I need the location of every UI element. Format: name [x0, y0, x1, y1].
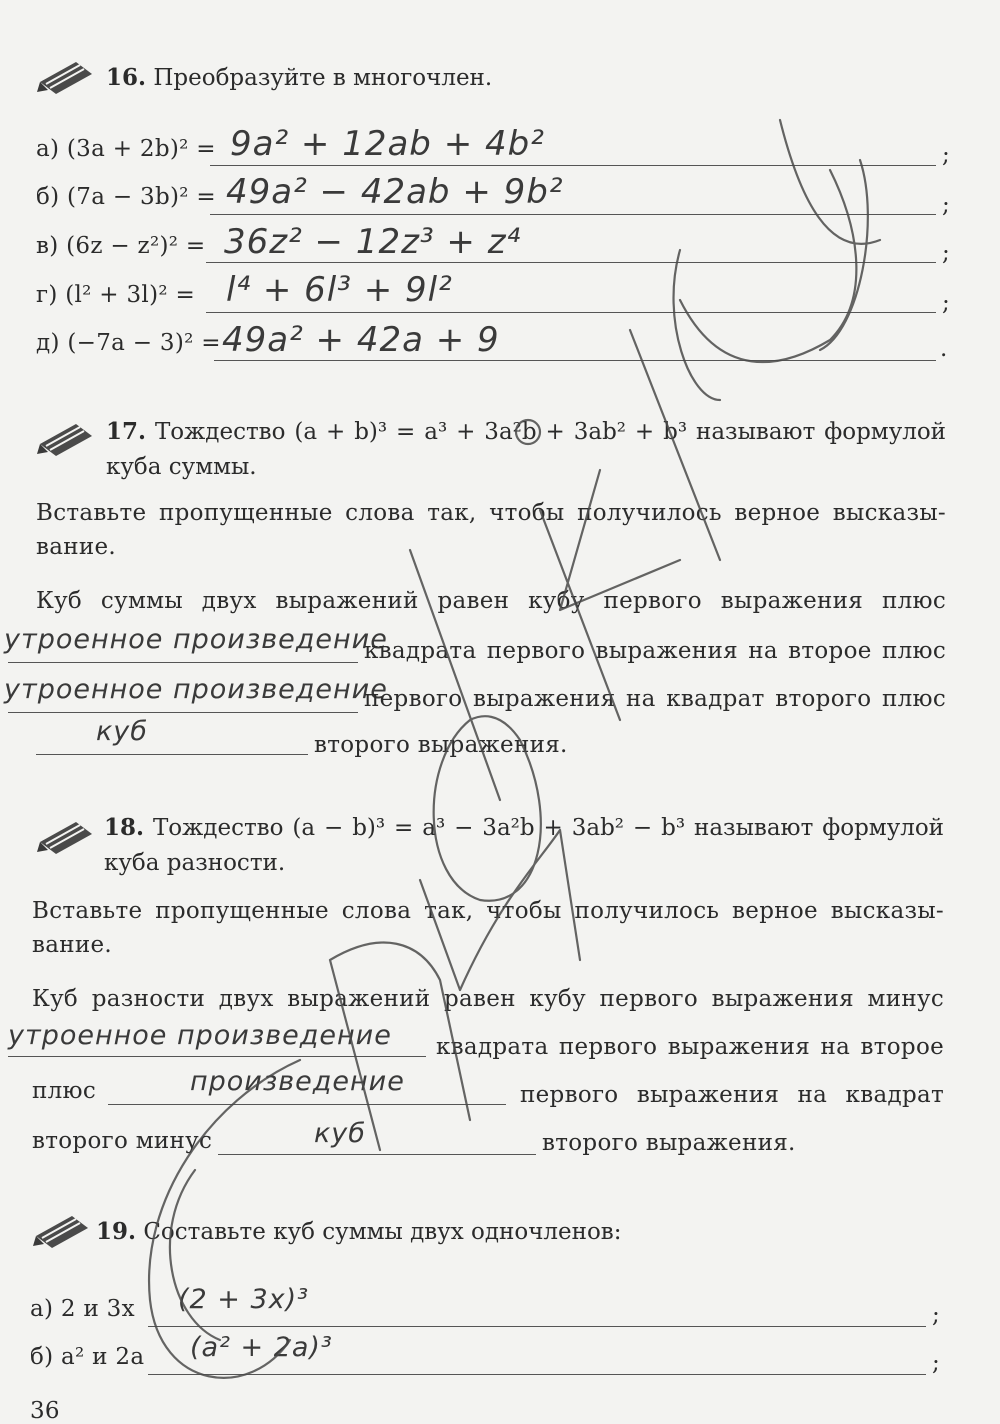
ex17-text1: Куб суммы двух выражений равен кубу первого выражения плюс	[36, 588, 946, 614]
ex16-item-d-end: ;	[942, 290, 951, 316]
ex19-number: 19.	[96, 1218, 137, 1245]
ex17-title-line2: куба суммы.	[106, 454, 257, 480]
ex19-item-a-answer: (2 + 3x)³	[178, 1284, 310, 1315]
answer-line	[210, 214, 936, 215]
ex16-item-b-answer: 49a² − 42ab + 9b²	[226, 172, 564, 212]
answer-line	[206, 262, 936, 263]
ex16-item-a-label: а) (3a + 2b)² =	[36, 136, 216, 162]
ex16-item-c-answer: 36z² − 12z³ + z⁴	[224, 222, 522, 262]
ex17-title: Тождество (a + b)³ = a³ + 3a²b + 3ab² + b³ называют формулой	[154, 419, 947, 445]
ex16-number: 16.	[106, 64, 147, 91]
pencil-icon	[36, 56, 98, 96]
ex17-text2: квадрата первого выражения на второе плюс	[364, 638, 946, 664]
ex18-text3-start: плюс	[32, 1078, 97, 1104]
answer-line	[148, 1374, 926, 1375]
ex16-item-e-label: д) (−7a − 3)² =	[36, 330, 221, 356]
ex17-title-line1	[106, 418, 946, 445]
fill-line	[8, 662, 358, 663]
ex18-text3-end: первого выражения на квадрат	[520, 1082, 944, 1108]
ex18-title: Тождество (a − b)³ = a³ − 3a²b + 3ab² − b³ называют формулой	[152, 815, 945, 841]
ex18-fill1: утроенное произведение	[8, 1020, 392, 1051]
ex16-item-d-answer: l⁴ + 6l³ + 9l²	[226, 270, 453, 310]
ex19-item-a-end: ;	[932, 1302, 941, 1328]
pencil-icon	[36, 418, 98, 458]
ex18-text4-start: второго минус	[32, 1128, 213, 1154]
ex17-number: 17.	[106, 418, 147, 445]
ex18-instruction-line2: вание.	[32, 932, 113, 958]
page-number: 36	[30, 1398, 60, 1424]
ex18-number: 18.	[104, 814, 145, 841]
ex17-text4: второго выражения.	[314, 732, 568, 758]
ex17-fill1: утроенное произведение	[4, 624, 388, 655]
ex16-item-b-end: ;	[942, 192, 951, 218]
answer-line	[206, 312, 936, 313]
ex19-item-a-label: а) 2 и 3x	[30, 1296, 135, 1322]
ex16-item-d-label: г) (l² + 3l)² =	[36, 282, 196, 308]
ex18-text4-end: второго выражения.	[542, 1130, 796, 1156]
ex16-item-a-end: ;	[942, 142, 951, 168]
ex16-item-c-label: в) (6z − z²)² =	[36, 233, 206, 259]
ex16-title: Преобразуйте в многочлен.	[153, 65, 493, 91]
pencil-icon	[32, 1210, 94, 1250]
ex16-header	[106, 64, 492, 91]
ex17-fill3: куб	[96, 716, 148, 747]
ex18-fill3: куб	[314, 1118, 366, 1149]
ex16-item-e-answer: 49a² + 42a + 9	[222, 320, 500, 360]
ex17-fill2: утроенное произведение	[4, 674, 388, 705]
answer-line	[214, 360, 936, 361]
answer-line	[148, 1326, 926, 1327]
fill-line	[218, 1154, 536, 1155]
ex17-instruction-line1: Вставьте пропущенные слова так, чтобы получилось верное высказы-	[36, 500, 946, 526]
ex19-title: Составьте куб суммы двух одночленов:	[143, 1219, 622, 1245]
fill-line	[8, 712, 358, 713]
ex17-instruction-line2: вание.	[36, 534, 117, 560]
ex18-title-line1	[104, 814, 944, 841]
fill-line	[36, 754, 308, 755]
answer-line	[210, 165, 936, 166]
ex19-header	[96, 1218, 622, 1245]
ex18-title-line2: куба разности.	[104, 850, 286, 876]
fill-line	[108, 1104, 506, 1105]
fill-line	[8, 1056, 426, 1057]
ex18-fill2: произведение	[190, 1066, 405, 1097]
ex18-instruction-line1: Вставьте пропущенные слова так, чтобы получилось верное высказы-	[32, 898, 944, 924]
ex16-item-a-answer: 9a² + 12ab + 4b²	[230, 124, 545, 164]
ex19-item-b-label: б) a² и 2a	[30, 1344, 145, 1370]
ex19-item-b-answer: (a² + 2a)³	[190, 1332, 333, 1363]
ex19-item-b-end: ;	[932, 1350, 941, 1376]
ex16-item-e-end: .	[940, 336, 948, 362]
pencil-icon	[36, 816, 98, 856]
ex18-text1: Куб разности двух выражений равен кубу первого выражения минус	[32, 986, 944, 1012]
ex18-text2: квадрата первого выражения на второе	[436, 1034, 944, 1060]
ex16-item-b-label: б) (7a − 3b)² =	[36, 184, 216, 210]
ex17-text3: первого выражения на квадрат второго плюс	[364, 686, 946, 712]
ex16-item-c-end: ;	[942, 240, 951, 266]
